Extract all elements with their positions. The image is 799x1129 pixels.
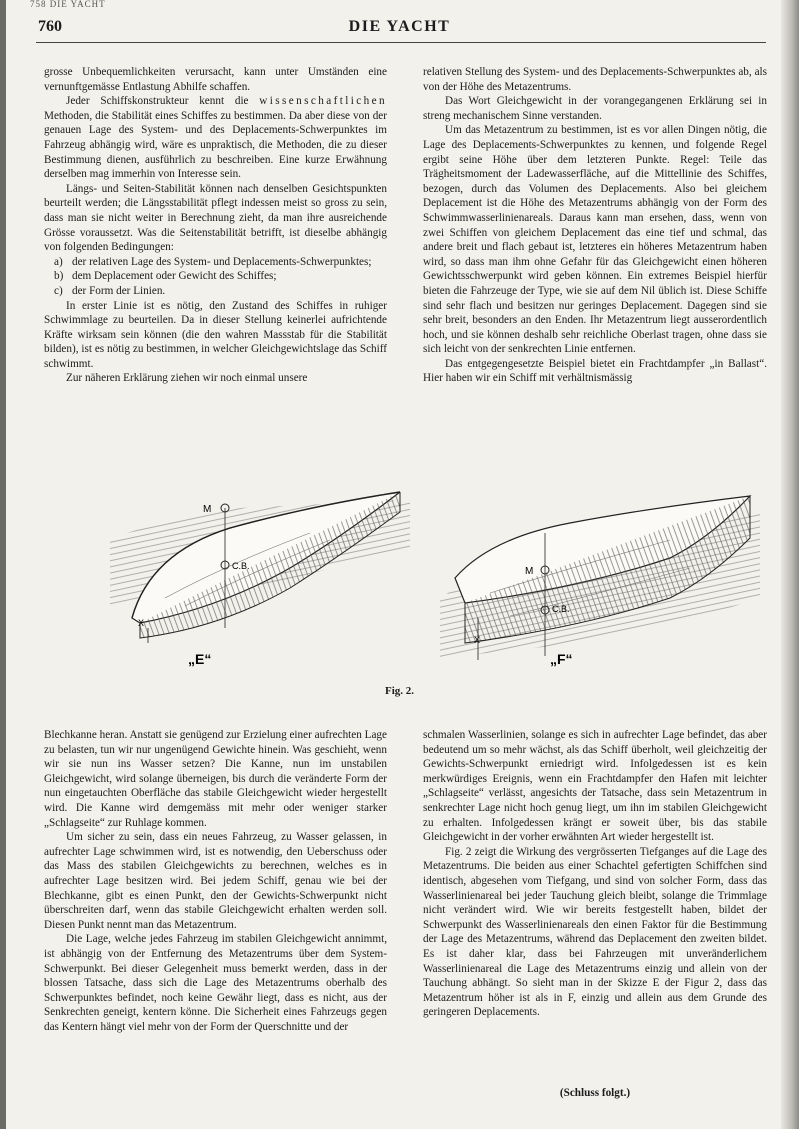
paragraph: Zur näheren Erklärung ziehen wir noch einmal unsere (66, 372, 308, 385)
figure-2 (110, 478, 760, 678)
boat-f-sketch (440, 496, 760, 667)
column-bottom-left (44, 728, 387, 1034)
figure-caption: Fig. 2. (384, 685, 415, 697)
column-top-right (423, 65, 767, 386)
scan-right-edge (781, 0, 799, 1129)
running-title: DIE YACHT (348, 18, 451, 35)
paragraph: schmalen Wasserlinien, solange es sich in aufrechter Lage befindet, das aber bedeutend um so mehr wächst, als das Schiff überholt, weil gleichzeitig der Gewichts-Schwerpunkt erniedrigt wird. Infolgedessen ist es kein merkwürdiges Ereignis, wenn ein Frachtdampfer den Hafen mit leichter „Schlagseite“ verlässt, angesichts der Tatsache, dass sein Metazentrum in senkrechter Lage nicht hoch genug liegt, um ihn im stabilen Gleichgewicht zu erhalten. Infolgedessen krängt er soweit über, bis das stabile Gleichgewicht in der vorher erwähnten Art wieder hergestellt ist. (423, 729, 767, 844)
paragraph: Um das Metazentrum zu bestimmen, ist es vor allen Dingen nötig, die Lage des Deplacements-Schwerpunktes zu kennen, und folgende Regel ergibt seine Höhe über dem letzteren Punkte. Regel: Teile das Trägheitsmoment der Ladewasserfläche, auf die Mittellinie des Schiffes, bezogen, durch das Volumen des Deplacements. Also bei gleichem Deplacement ist die Höhe des Metazentrums abhängig von der Form des Schwimmwasserlinienareals. Daraus kann man ersehen, dass, wenn von zwei Schiffen von gleichem Deplacement das eine tief und schmal, das andere breit und flach gebaut ist, letzteres ein höheres Metazentrum haben wird, so dass man ihm ohne Gefahr für das Gleichgewicht einen höheren Gewichtsschwerpunkt wird geben können. Ein extremes Beispiel hierfür bieten die Fahrzeuge der Type, wie sie auf dem Nil üblich ist. Diese Schiffe sind sehr flach und besitzen nur geringes Deplacement. Dagegen sind sie sehr breit, besonders an den Enden. Ihr Metazentrum liegt ausserordentlich hoch, und sie können deshalb sehr reichliche Oberlast tragen, ohne dass sie sich leicht von der senkrechten Linie entfernen. (423, 124, 767, 356)
paragraph: Das Wort Gleichgewicht in der vorangegangenen Erklärung sei in streng mechanischem Sinne verstanden. (423, 95, 767, 122)
x-label-e: X (138, 618, 145, 628)
list-item (44, 284, 387, 299)
metacenter-label-e: M (203, 504, 212, 515)
paragraph: Blechkanne heran. Anstatt sie genügend zur Erzielung einer aufrechten Lage zu belasten, tun wir nur ungenügend Gewichte hinein. Was geschieht, wenn wir sie nun ins Wasser setzen? Die Kanne, nun im unstabilen Gleichgewicht, wird solange überneigen, bis durch die veränderte Form der nun eingetauchten Oberfläche das stabile Gleichgewicht wieder hergestellt wird. Die Kanne wird demgemäss mit mehr oder weniger starker „Schlagseite“ zur Ruhlage kommen. (44, 729, 387, 829)
figure-label-e: „E“ (188, 651, 212, 667)
paragraph: Fig. 2 zeigt die Wirkung des vergrösserten Tiefganges auf die Lage des Metazentrums. Die beiden aus einer Schachtel gefertigten Schiffchen sind identisch, abgesehen vom Tiefgang, und sind von solcher Form, dass das Wasserlinienareal bei jeder Tauchung gleich bleibt, solange die Trimmlage nicht verändert wird. Wie wir bereits festgestellt haben, bildet der Schwerpunkt des Wasserlinienareals den einen Faktor für die Bestimmung der Lage des Metazentrums, während das Deplacement den zweiten bildet. Es ist daher klar, dass bei Fahrzeugen mit unveränderlichem Wasserlinienareal die Lage des Metazentrums einzig und allein von der Tauchung abhängt. So sieht man in der Skizze E der Figur 2, dass das Metazentrum höher ist als in F, einzig und allein aus dem Grunde des geringeren Deplacements. (423, 845, 767, 1019)
cb-label-e: C.B. (232, 561, 250, 571)
paragraph: Um sicher zu sein, dass ein neues Fahrzeug, zu Wasser gelassen, in aufrechter Lage schwimmen wird, ist es notwendig, den Ueberschuss oder das Mass des stabilen Gleichgewichts zu berechnen, welches es in aufrechter Lage besitzen wird. Bei jedem Schiff, genau wie bei der Blechkanne, gibt es einen Punkt, den der Gewichts-Schwerpunkt nicht überschreiten darf, wenn das stabile Gleichgewicht erhalten werden soll. Diesen Punkt nennt man das Metazentrum. (44, 831, 387, 931)
list-item-text: dem Deplacement oder Gewicht des Schiffes; (72, 270, 277, 283)
paragraph: grosse Unbequemlichkeiten verursacht, kann unter Umständen eine vernunftgemässe Entlastung Abhilfe schaffen. (44, 66, 387, 93)
column-bottom-right (423, 728, 767, 1020)
boat-sketches (110, 478, 760, 678)
paragraph: Das entgegengesetzte Beispiel bietet ein Frachtdampfer „in Ballast“. Hier haben wir ein Schiff mit verhältnismässig (423, 357, 767, 385)
closing-note: (Schluss folgt.) (559, 1087, 631, 1099)
list-item-text: der Form der Linien. (72, 284, 166, 297)
list-item (44, 269, 387, 284)
figure-label-f: „F“ (550, 651, 573, 667)
boat-e-sketch (110, 492, 410, 667)
x-label-f: X (474, 635, 481, 645)
list-item-text: der relativen Lage des System- und Deplacements-Schwerpunktes; (72, 255, 372, 268)
cb-label-f: C.B. (552, 604, 570, 614)
list-item (44, 255, 387, 270)
previous-header-remnant: 758 DIE YACHT (30, 0, 106, 8)
paragraph: Die Lage, welche jedes Fahrzeug im stabilen Gleichgewicht annimmt, ist abhängig von der Entfernung des Metazentrums über dem System-Schwerpunkt. Bei dieser Gelegenheit muss bemerkt werden, dass in der blossen Tatsache, dass sich die Lage des Metazentrums oberhalb des Schwerpunktes befindet, noch keine Gewähr liegt, dass es nicht, aus der Senkrechten geneigt, kentern könne. Die Sicherheit eines Fahrzeugs gegen das Kentern hängt viel mehr von der Form der Querschnitte und der (44, 933, 387, 1033)
paragraph: In erster Linie ist es nötig, den Zustand des Schiffes in ruhiger Schwimmlage zu beurteilen. Da in dieser Stellung keinerlei aufrichtende Kräfte wirksam sein können (die den wahren Massstab für die Stabilität bilden), ist es nötig zu bestimmen, in welcher Gleichgewichtslage das Schiff schwimmt. (44, 299, 387, 370)
page-number: 760 (38, 18, 62, 35)
metacenter-label-f: M (525, 566, 534, 577)
paragraph: Längs- und Seiten-Stabilität können nach denselben Gesichtspunkten beurteilt werden; die Längsstabilität pflegt indessen meist so gross zu sein, dass man sie nicht weiter in Berechnung zieht, da man ihre ausreichende Grösse voraussetzt. Was die Seitenstabilität betrifft, ist dieselbe abhängig von folgenden Bedingungen: (44, 182, 387, 254)
text-run: Methoden, die Stabilität eines Schiffes zu bestimmen. Da aber diese von der genauen Lage des System- und des Deplacements-Schwerpunktes im Fahrzeug abhängig wird, wäre es unpraktisch, die Methoden, die zu dieser Bestimmung dienen, ausführlich zu beschreiben. Eine kurze Erwähnung derselben mag immerhin von Interesse sein. (44, 109, 387, 181)
text-run: Jeder Schiffskonstrukteur kennt die (66, 95, 260, 108)
list-marker: b) (54, 270, 64, 283)
list-marker: a) (54, 255, 63, 268)
paragraph (44, 94, 387, 182)
paragraph: relativen Stellung des System- und des Deplacements-Schwerpunktes ab, als von der Höhe des Metazentrums. (423, 66, 767, 93)
header-rule (36, 42, 766, 43)
column-top-left (44, 65, 387, 386)
list-marker: c) (54, 284, 63, 297)
scan-left-edge (0, 0, 6, 1129)
emphasis-spaced: wissenschaftlichen (259, 95, 387, 108)
